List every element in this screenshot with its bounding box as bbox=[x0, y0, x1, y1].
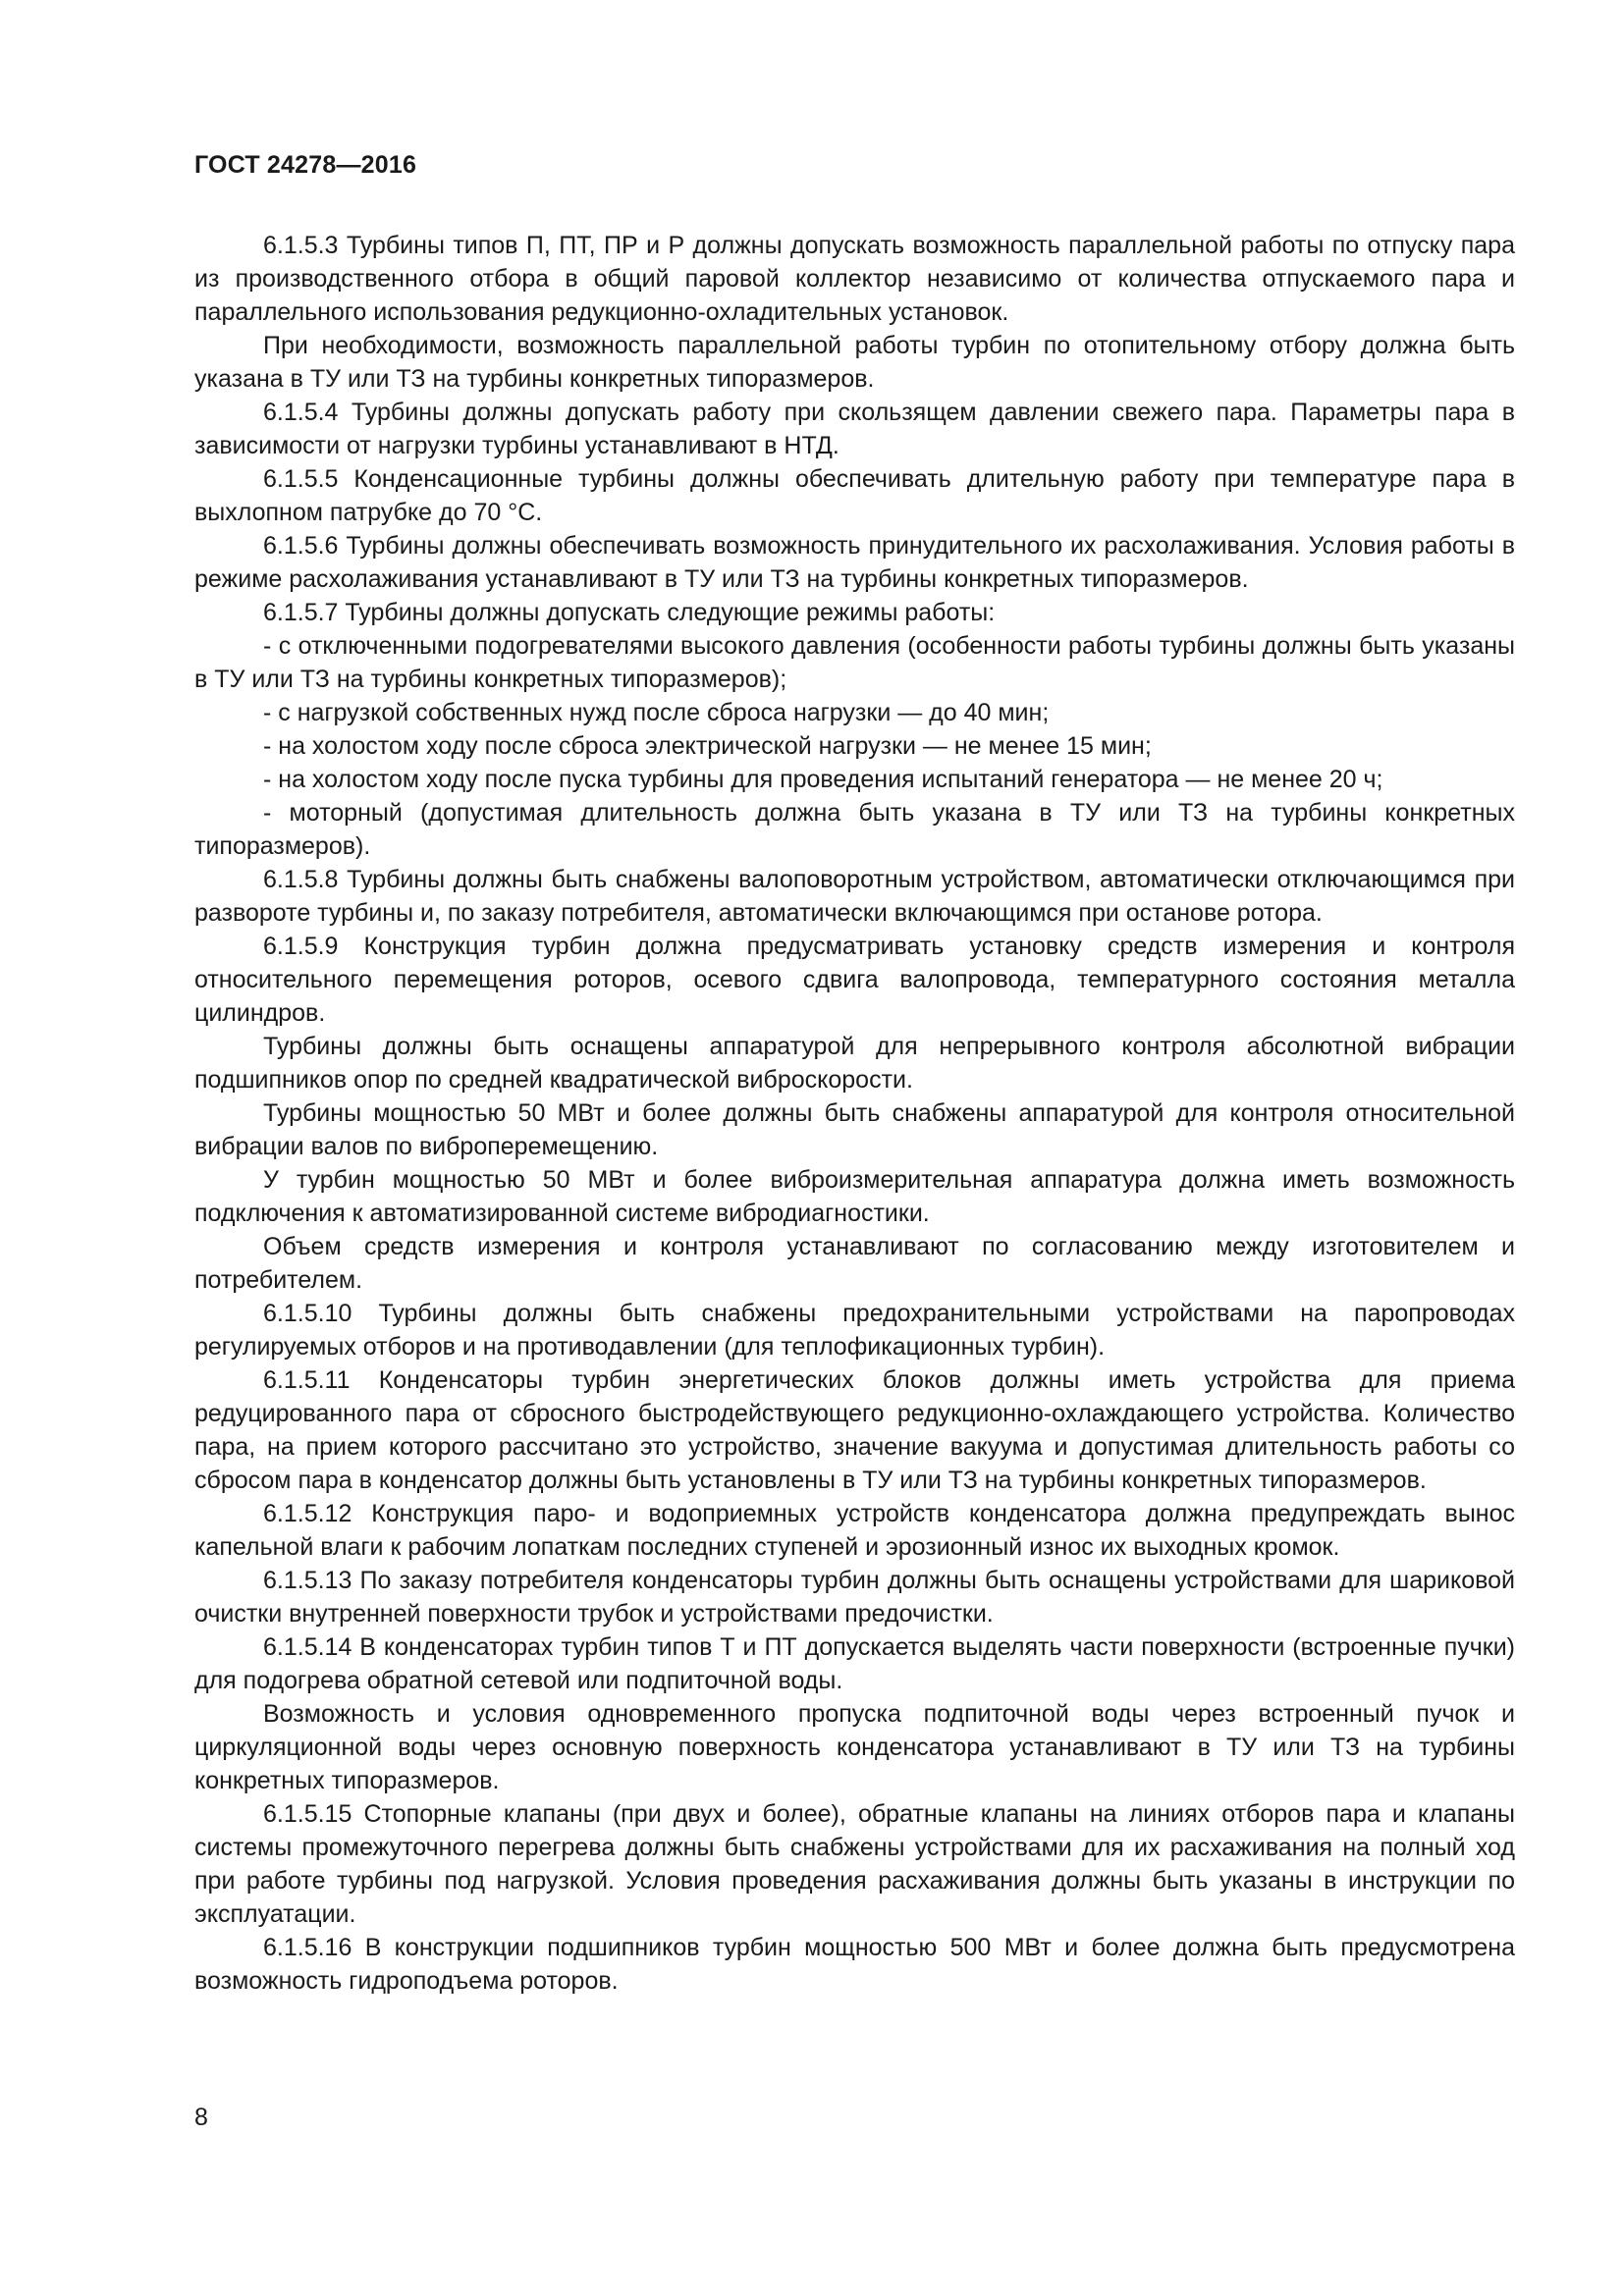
paragraph: 6.1.5.12 Конструкция паро- и водоприемных устройств конденсатора должна предупреждать вынос капельной влаги к рабочим лопаткам последних ступеней и эрозионный износ их выходных кромок. bbox=[194, 1500, 1515, 1561]
list-item: - с нагрузкой собственных нужд после сброса нагрузки — до 40 мин; bbox=[263, 699, 1050, 726]
paragraph: Объем средств измерения и контроля устанавливают по согласованию между изготовителем и потребителем. bbox=[194, 1233, 1515, 1294]
paragraph: 6.1.5.15 Стопорные клапаны (при двух и более), обратные клапаны на линиях отборов пара и клапаны системы промежуточного перегрева должны быть снабжены устройствами для их расхаживания на полный ход при работе турбины под нагрузкой. Условия проведения расхаживания должны быть указаны в инструкции по эксплуатации. bbox=[194, 1800, 1515, 1928]
paragraph: Возможность и условия одновременного пропуска подпиточной воды через встроенный пучок и циркуляционной воды через основную поверхность конденсатора устанавливают в ТУ или ТЗ на турбины конкретных типоразмеров. bbox=[194, 1700, 1515, 1794]
paragraph: Турбины мощностью 50 МВт и более должны быть снабжены аппаратурой для контроля относительной вибрации валов по виброперемещению. bbox=[194, 1099, 1515, 1160]
list-item: - с отключенными подогревателями высокого давления (особенности работы турбины должны быть указаны в ТУ или ТЗ на турбины конкретных типоразмеров); bbox=[194, 632, 1515, 693]
list-item: - моторный (допустимая длительность должна быть указана в ТУ или ТЗ на турбины конкретных типоразмеров). bbox=[194, 799, 1515, 860]
paragraph: 6.1.5.3 Турбины типов П, ПТ, ПР и Р должны допускать возможность параллельной работы по отпуску пара из производственного отбора в общий паровой коллектор независимо от количества отпускаемого пара и параллельного использования редукционно-охладительных установок. bbox=[194, 232, 1515, 326]
list-item: - на холостом ходу после сброса электрической нагрузки — не менее 15 мин; bbox=[263, 732, 1152, 760]
list-item: - на холостом ходу после пуска турбины для проведения испытаний генератора — не менее 20 ч; bbox=[263, 766, 1383, 793]
paragraph: Турбины должны быть оснащены аппаратурой для непрерывного контроля абсолютной вибрации подшипников опор по средней квадратической виброскорости. bbox=[194, 1033, 1515, 1094]
document-body bbox=[194, 229, 1515, 1998]
paragraph: 6.1.5.10 Турбины должны быть снабжены предохранительными устройствами на паропроводах регулируемых отборов и на противодавлении (для теплофикационных турбин). bbox=[194, 1300, 1515, 1361]
paragraph: 6.1.5.6 Турбины должны обеспечивать возможность принудительного их расхолаживания. Условия работы в режиме расхолаживания устанавливают в ТУ или ТЗ на турбины конкретных типоразмеров. bbox=[194, 532, 1515, 593]
paragraph: При необходимости, возможность параллельной работы турбин по отопительному отбору должна быть указана в ТУ или ТЗ на турбины конкретных типоразмеров. bbox=[194, 332, 1515, 393]
paragraph: 6.1.5.4 Турбины должны допускать работу при скользящем давлении свежего пара. Параметры пара в зависимости от нагрузки турбины устанавливают в НТД. bbox=[194, 399, 1515, 459]
paragraph: 6.1.5.13 По заказу потребителя конденсаторы турбин должны быть оснащены устройствами для шариковой очистки внутренней поверхности трубок и устройствами предочистки. bbox=[194, 1567, 1515, 1628]
paragraph: 6.1.5.5 Конденсационные турбины должны обеспечивать длительную работу при температуре пара в выхлопном патрубке до 70 °С. bbox=[194, 465, 1515, 526]
paragraph: 6.1.5.16 В конструкции подшипников турбин мощностью 500 МВт и более должна быть предусмотрена возможность гидроподъема роторов. bbox=[194, 1934, 1515, 1995]
paragraph: 6.1.5.8 Турбины должны быть снабжены валоповоротным устройством, автоматически отключающимся при развороте турбины и, по заказу потребителя, автоматически включающимся при останове ротора. bbox=[194, 866, 1515, 927]
paragraph: 6.1.5.7 Турбины должны допускать следующие режимы работы: bbox=[263, 599, 996, 626]
paragraph: 6.1.5.14 В конденсаторах турбин типов Т и ПТ допускается выделять части поверхности (встроенные пучки) для подогрева обратной сетевой или подпиточной воды. bbox=[194, 1633, 1515, 1694]
page-number: 8 bbox=[194, 2104, 208, 2131]
paragraph: У турбин мощностью 50 МВт и более виброизмерительная аппаратура должна иметь возможность подключения к автоматизированной системе вибродиагностики. bbox=[194, 1166, 1515, 1227]
paragraph: 6.1.5.9 Конструкция турбин должна предусматривать установку средств измерения и контроля относительного перемещения роторов, осевого сдвига валопровода, температурного состояния металла цилиндров. bbox=[194, 933, 1515, 1027]
page-header: ГОСТ 24278—2016 bbox=[194, 151, 417, 179]
paragraph: 6.1.5.11 Конденсаторы турбин энергетических блоков должны иметь устройства для приема редуцированного пара от сбросного быстродействующего редукционно-охлаждающего устройства. Количество пара, на прием которого рассчитано это устройство, значение вакуума и допустимая длительность работы со сбросом пара в конденсатор должны быть установлены в ТУ или ТЗ на турбины конкретных типоразмеров. bbox=[194, 1366, 1515, 1494]
